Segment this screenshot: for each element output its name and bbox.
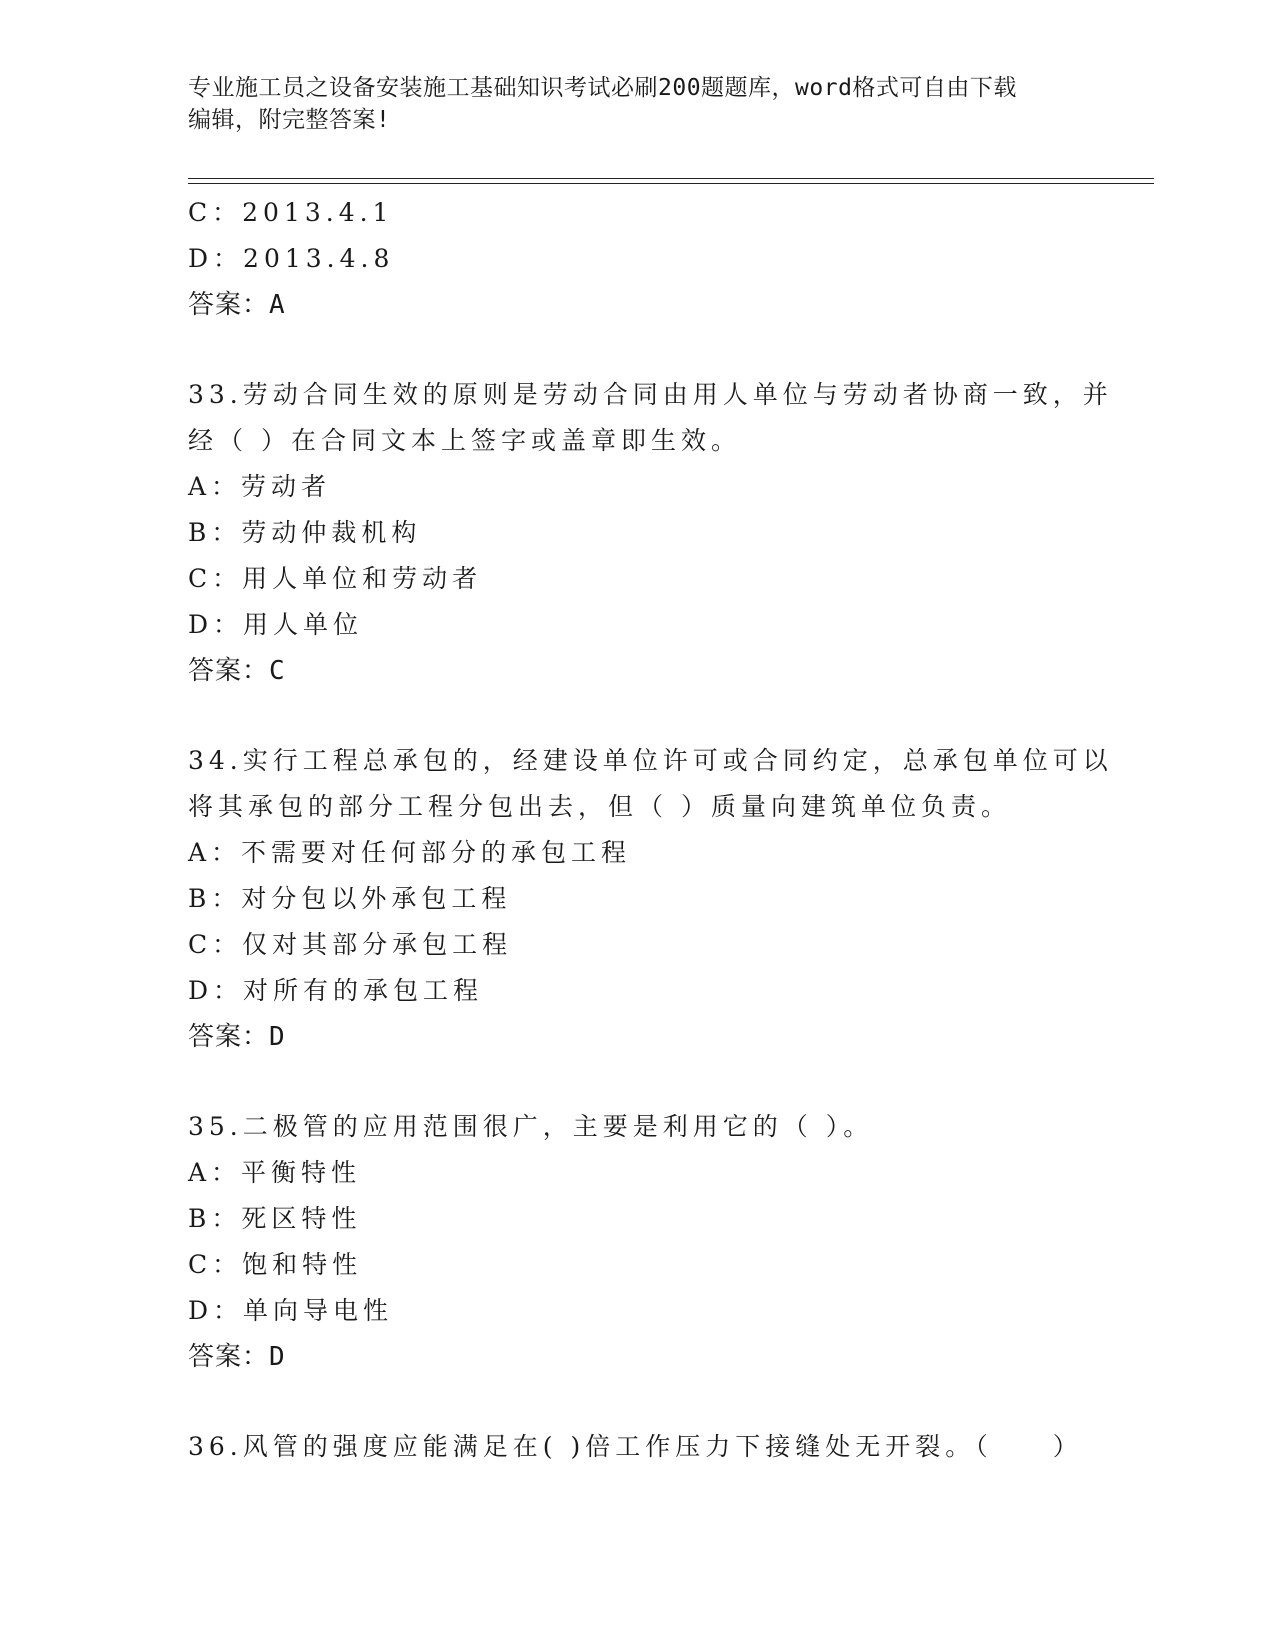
option-d: D：单向导电性 (188, 1296, 394, 1325)
option-b: B：死区特性 (188, 1204, 362, 1233)
answer-line: 答案：A (188, 290, 286, 320)
question-35 (188, 1104, 1088, 1380)
answer-line: 答案：C (188, 656, 286, 686)
option-b: B：劳动仲裁机构 (188, 518, 422, 547)
option-c: C：用人单位和劳动者 (188, 564, 483, 593)
option-a: A：平衡特性 (188, 1158, 362, 1187)
document-header (188, 72, 1068, 136)
question-text-line: 34.实行工程总承包的，经建设单位许可或合同约定，总承包单位可以 (188, 746, 1113, 775)
question-text-line: 将其承包的部分工程分包出去，但（ ）质量向建筑单位负责。 (188, 792, 1011, 821)
header-title-line-1: 专业施工员之设备安装施工基础知识考试必刷200题题库，word格式可自由下载 (188, 75, 1017, 101)
question-text-line: 33.劳动合同生效的原则是劳动合同由用人单位与劳动者协商一致，并 (188, 380, 1113, 409)
option-d: D：对所有的承包工程 (188, 976, 484, 1005)
header-divider-top (188, 178, 1154, 179)
option-c: C：饱和特性 (188, 1250, 363, 1279)
option-d: D：用人单位 (188, 610, 364, 639)
question-text-line: 经（ ）在合同文本上签字或盖章即生效。 (188, 426, 741, 455)
option-a: A：不需要对任何部分的承包工程 (188, 838, 632, 867)
header-title-line-2: 编辑，附完整答案! (188, 107, 391, 133)
question-list (188, 190, 1113, 1470)
answer-line: 答案：D (188, 1022, 286, 1052)
answer-line: 答案：D (188, 1342, 286, 1372)
question-34 (188, 738, 1113, 1060)
question-text-line: 36.风管的强度应能满足在( )倍工作压力下接缝处无开裂。（ ） (188, 1432, 1083, 1461)
option-b: B：对分包以外承包工程 (188, 884, 512, 913)
option-a: A：劳动者 (188, 472, 332, 501)
option-d: D：2013.4.8 (188, 244, 395, 273)
question-33 (188, 372, 1113, 694)
option-c: C：2013.4.1 (188, 198, 394, 227)
question-text-line: 35.二极管的应用范围很广，主要是利用它的（ ）。 (188, 1112, 874, 1141)
question-32-tail (188, 190, 1088, 328)
header-divider-bottom (188, 183, 1154, 184)
option-c: C：仅对其部分承包工程 (188, 930, 513, 959)
question-36 (188, 1424, 1088, 1470)
